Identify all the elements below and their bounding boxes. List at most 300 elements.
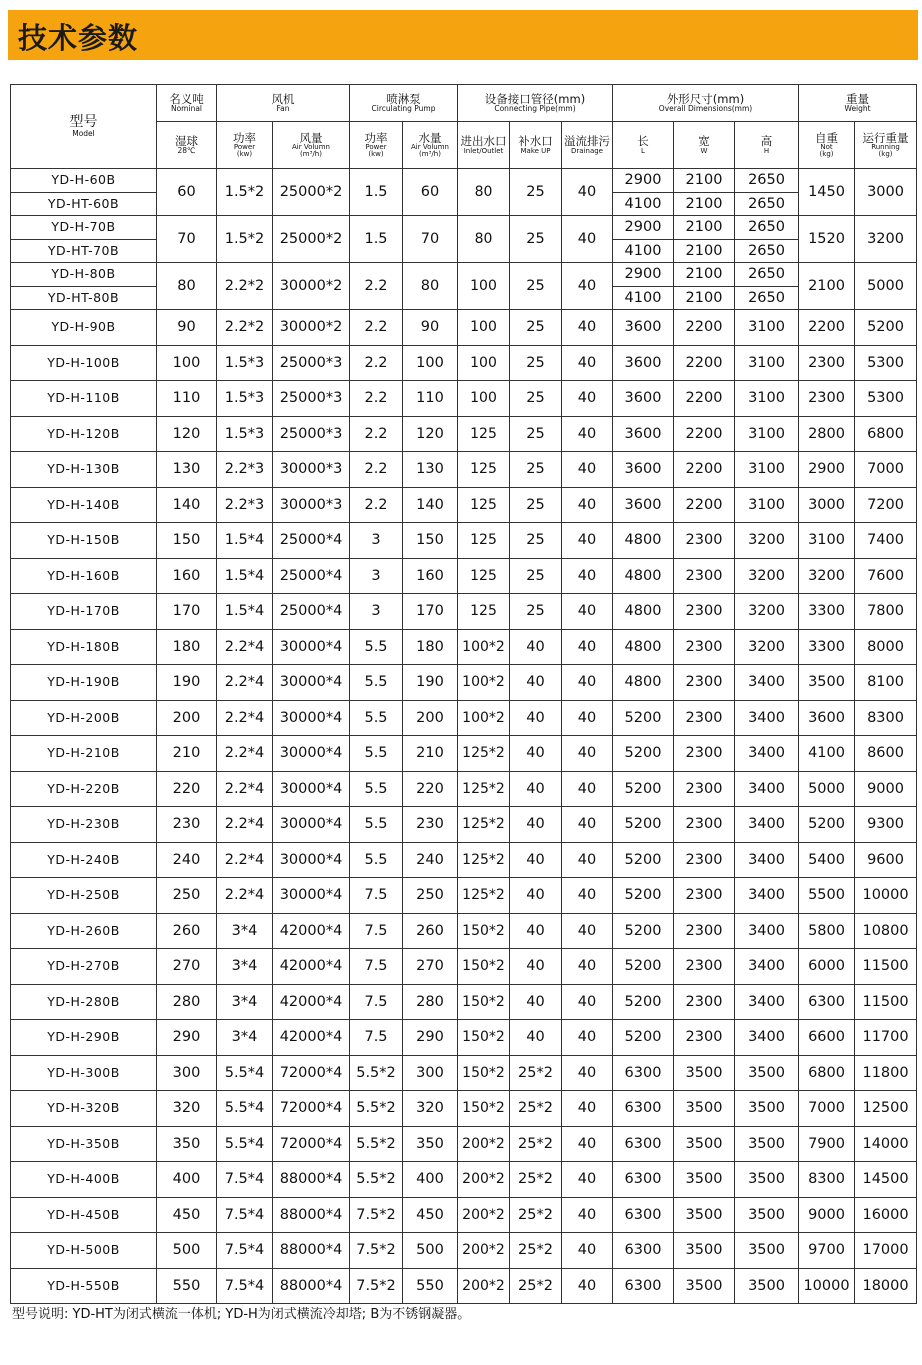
cell-model: YD-HT-70B — [11, 239, 157, 263]
cell-makeup: 25*2 — [510, 1268, 562, 1304]
cell-fan-power: 2.2*3 — [217, 452, 273, 488]
cell-running-weight: 3000 — [855, 169, 917, 216]
cell-pump-water: 400 — [403, 1162, 458, 1198]
cell-drain: 40 — [562, 310, 613, 346]
cell-inlet: 100 — [458, 345, 510, 381]
cell-makeup: 40 — [510, 807, 562, 843]
cell-length: 6300 — [613, 1055, 674, 1091]
cell-length: 5200 — [613, 984, 674, 1020]
cell-drain: 40 — [562, 913, 613, 949]
cell-fan-power: 2.2*2 — [217, 310, 273, 346]
cell-model: YD-H-210B — [11, 736, 157, 772]
cell-fan-power: 3*4 — [217, 1020, 273, 1056]
cell-makeup: 40 — [510, 736, 562, 772]
cell-width: 2200 — [674, 381, 735, 417]
table-row — [11, 523, 917, 559]
cell-inlet: 125 — [458, 523, 510, 559]
cell-inlet: 125 — [458, 416, 510, 452]
cell-fan-air: 30000*4 — [273, 771, 350, 807]
table-row — [11, 913, 917, 949]
cell-net-weight: 7000 — [799, 1091, 855, 1127]
cell-width: 2200 — [674, 487, 735, 523]
cell-fan-power: 1.5*3 — [217, 345, 273, 381]
cell-pump-power: 2.2 — [350, 452, 403, 488]
cell-nominal: 290 — [157, 1020, 217, 1056]
cell-model: YD-H-230B — [11, 807, 157, 843]
table-row — [11, 1197, 917, 1233]
cell-pump-power: 7.5*2 — [350, 1268, 403, 1304]
cell-net-weight: 7900 — [799, 1126, 855, 1162]
cell-length: 4800 — [613, 665, 674, 701]
cell-model: YD-H-140B — [11, 487, 157, 523]
table-row — [11, 1268, 917, 1304]
cell-height: 3400 — [735, 949, 799, 985]
cell-height: 3400 — [735, 700, 799, 736]
cell-height: 3500 — [735, 1197, 799, 1233]
cell-model: YD-H-80B — [11, 263, 157, 287]
spec-table — [10, 84, 917, 1304]
table-row — [11, 1091, 917, 1127]
cell-height: 3200 — [735, 594, 799, 630]
cell-drain: 40 — [562, 1091, 613, 1127]
cell-pump-power: 5.5 — [350, 629, 403, 665]
cell-pump-power: 7.5*2 — [350, 1233, 403, 1269]
cell-fan-power: 2.2*3 — [217, 487, 273, 523]
cell-running-weight: 8100 — [855, 665, 917, 701]
cell-nominal: 230 — [157, 807, 217, 843]
cell-nominal: 280 — [157, 984, 217, 1020]
cell-model: YD-H-110B — [11, 381, 157, 417]
cell-height: 3400 — [735, 984, 799, 1020]
cell-width: 3500 — [674, 1233, 735, 1269]
cell-makeup: 40 — [510, 1020, 562, 1056]
cell-width: 2300 — [674, 665, 735, 701]
cell-inlet: 125*2 — [458, 807, 510, 843]
cell-fan-air: 25000*2 — [273, 216, 350, 263]
cell-height: 3200 — [735, 629, 799, 665]
cell-nominal: 60 — [157, 169, 217, 216]
cell-pump-water: 70 — [403, 216, 458, 263]
cell-nominal: 70 — [157, 216, 217, 263]
cell-fan-air: 30000*4 — [273, 807, 350, 843]
cell-width: 2100 — [674, 263, 735, 287]
cell-net-weight: 3300 — [799, 629, 855, 665]
cell-width: 2300 — [674, 1020, 735, 1056]
cell-pump-water: 150 — [403, 523, 458, 559]
cell-fan-air: 30000*3 — [273, 452, 350, 488]
cell-net-weight: 2900 — [799, 452, 855, 488]
sub-height: 高 H — [735, 122, 799, 169]
cell-pump-water: 270 — [403, 949, 458, 985]
cell-running-weight: 7400 — [855, 523, 917, 559]
col-pump: 喷淋泵 Circulating Pump — [350, 85, 458, 122]
table-row — [11, 1233, 917, 1269]
cell-drain: 40 — [562, 984, 613, 1020]
cell-makeup: 25 — [510, 216, 562, 263]
cell-width: 3500 — [674, 1162, 735, 1198]
table-row — [11, 736, 917, 772]
cell-model: YD-H-500B — [11, 1233, 157, 1269]
table-row — [11, 949, 917, 985]
cell-running-weight: 14500 — [855, 1162, 917, 1198]
cell-width: 3500 — [674, 1126, 735, 1162]
cell-inlet: 125 — [458, 487, 510, 523]
cell-running-weight: 11700 — [855, 1020, 917, 1056]
cell-nominal: 320 — [157, 1091, 217, 1127]
cell-model: YD-H-170B — [11, 594, 157, 630]
cell-pump-water: 250 — [403, 878, 458, 914]
cell-makeup: 40 — [510, 700, 562, 736]
cell-pump-power: 7.5 — [350, 984, 403, 1020]
cell-running-weight: 9000 — [855, 771, 917, 807]
cell-length: 5200 — [613, 700, 674, 736]
cell-fan-air: 30000*2 — [273, 263, 350, 310]
cell-width: 2100 — [674, 169, 735, 193]
cell-makeup: 40 — [510, 913, 562, 949]
cell-nominal: 110 — [157, 381, 217, 417]
table-row — [11, 594, 917, 630]
cell-fan-power: 1.5*3 — [217, 381, 273, 417]
cell-width: 2300 — [674, 949, 735, 985]
cell-length: 6300 — [613, 1197, 674, 1233]
cell-drain: 40 — [562, 523, 613, 559]
cell-running-weight: 7200 — [855, 487, 917, 523]
cell-running-weight: 12500 — [855, 1091, 917, 1127]
cell-inlet: 150*2 — [458, 984, 510, 1020]
cell-inlet: 100 — [458, 381, 510, 417]
cell-height: 3500 — [735, 1126, 799, 1162]
table-row — [11, 629, 917, 665]
cell-nominal: 180 — [157, 629, 217, 665]
cell-inlet: 150*2 — [458, 949, 510, 985]
cell-model: YD-H-550B — [11, 1268, 157, 1304]
cell-fan-power: 7.5*4 — [217, 1197, 273, 1233]
cell-net-weight: 5000 — [799, 771, 855, 807]
sub-drain: 溢流排污 Drainage — [562, 122, 613, 169]
table-row — [11, 452, 917, 488]
cell-drain: 40 — [562, 169, 613, 216]
cell-net-weight: 5800 — [799, 913, 855, 949]
cell-pump-power: 5.5 — [350, 771, 403, 807]
cell-fan-air: 42000*4 — [273, 913, 350, 949]
cell-width: 2300 — [674, 984, 735, 1020]
cell-net-weight: 6000 — [799, 949, 855, 985]
model-footnote: 型号说明: YD-HT为闭式横流一体机; YD-H为闭式横流冷却塔; B为不锈钢凝器。 — [12, 1307, 471, 1322]
cell-pump-water: 450 — [403, 1197, 458, 1233]
cell-height: 3100 — [735, 310, 799, 346]
cell-inlet: 125 — [458, 452, 510, 488]
cell-running-weight: 5300 — [855, 345, 917, 381]
cell-model: YD-H-400B — [11, 1162, 157, 1198]
cell-fan-air: 88000*4 — [273, 1233, 350, 1269]
cell-running-weight: 7000 — [855, 452, 917, 488]
cell-drain: 40 — [562, 1126, 613, 1162]
table-row — [11, 665, 917, 701]
cell-makeup: 25 — [510, 523, 562, 559]
cell-pump-power: 5.5 — [350, 807, 403, 843]
cell-fan-power: 1.5*3 — [217, 416, 273, 452]
cell-drain: 40 — [562, 487, 613, 523]
cell-nominal: 120 — [157, 416, 217, 452]
cell-inlet: 200*2 — [458, 1233, 510, 1269]
cell-net-weight: 2100 — [799, 263, 855, 310]
cell-model: YD-H-320B — [11, 1091, 157, 1127]
cell-makeup: 25*2 — [510, 1162, 562, 1198]
sub-running-weight: 运行重量 Running (kg) — [855, 122, 917, 169]
cell-fan-air: 25000*4 — [273, 594, 350, 630]
cell-drain: 40 — [562, 1197, 613, 1233]
cell-running-weight: 8600 — [855, 736, 917, 772]
cell-model: YD-H-220B — [11, 771, 157, 807]
cell-fan-power: 5.5*4 — [217, 1126, 273, 1162]
cell-net-weight: 2800 — [799, 416, 855, 452]
cell-running-weight: 9600 — [855, 842, 917, 878]
cell-fan-power: 2.2*4 — [217, 665, 273, 701]
cell-makeup: 25 — [510, 169, 562, 216]
cell-model: YD-H-200B — [11, 700, 157, 736]
cell-width: 2300 — [674, 736, 735, 772]
cell-net-weight: 3000 — [799, 487, 855, 523]
cell-nominal: 550 — [157, 1268, 217, 1304]
cell-height: 3100 — [735, 416, 799, 452]
cell-length: 4800 — [613, 558, 674, 594]
cell-drain: 40 — [562, 807, 613, 843]
cell-drain: 40 — [562, 736, 613, 772]
cell-net-weight: 2300 — [799, 381, 855, 417]
cell-nominal: 150 — [157, 523, 217, 559]
cell-drain: 40 — [562, 949, 613, 985]
cell-length: 3600 — [613, 381, 674, 417]
cell-model: YD-H-290B — [11, 1020, 157, 1056]
cell-length: 5200 — [613, 913, 674, 949]
table-body — [11, 169, 917, 1304]
cell-model: YD-H-180B — [11, 629, 157, 665]
cell-height: 2650 — [735, 216, 799, 240]
cell-pump-power: 7.5 — [350, 878, 403, 914]
cell-length: 6300 — [613, 1162, 674, 1198]
sub-width: 宽 W — [674, 122, 735, 169]
cell-nominal: 300 — [157, 1055, 217, 1091]
cell-height: 3400 — [735, 842, 799, 878]
table-row — [11, 416, 917, 452]
cell-height: 3400 — [735, 878, 799, 914]
cell-inlet: 100*2 — [458, 629, 510, 665]
cell-width: 2300 — [674, 878, 735, 914]
cell-length: 3600 — [613, 345, 674, 381]
cell-fan-air: 72000*4 — [273, 1126, 350, 1162]
cell-fan-power: 7.5*4 — [217, 1162, 273, 1198]
col-fan: 风机 Fan — [217, 85, 350, 122]
cell-running-weight: 9300 — [855, 807, 917, 843]
cell-drain: 40 — [562, 700, 613, 736]
cell-makeup: 25 — [510, 487, 562, 523]
cell-fan-air: 25000*3 — [273, 416, 350, 452]
table-row — [11, 169, 917, 193]
cell-model: YD-H-150B — [11, 523, 157, 559]
cell-pump-water: 240 — [403, 842, 458, 878]
cell-length: 5200 — [613, 807, 674, 843]
cell-width: 2200 — [674, 416, 735, 452]
cell-drain: 40 — [562, 558, 613, 594]
cell-width: 2300 — [674, 594, 735, 630]
cell-model: YD-H-450B — [11, 1197, 157, 1233]
cell-fan-air: 25000*4 — [273, 523, 350, 559]
cell-pump-water: 300 — [403, 1055, 458, 1091]
cell-inlet: 200*2 — [458, 1268, 510, 1304]
cell-fan-air: 25000*2 — [273, 169, 350, 216]
cell-inlet: 100 — [458, 310, 510, 346]
cell-pump-power: 7.5 — [350, 1020, 403, 1056]
cell-running-weight: 14000 — [855, 1126, 917, 1162]
cell-net-weight: 3300 — [799, 594, 855, 630]
cell-pump-water: 500 — [403, 1233, 458, 1269]
cell-running-weight: 11800 — [855, 1055, 917, 1091]
cell-running-weight: 5000 — [855, 263, 917, 310]
cell-pump-power: 2.2 — [350, 263, 403, 310]
cell-length: 4800 — [613, 594, 674, 630]
cell-height: 3400 — [735, 807, 799, 843]
sub-makeup: 补水口 Make UP — [510, 122, 562, 169]
cell-length: 4100 — [613, 286, 674, 310]
cell-height: 3200 — [735, 558, 799, 594]
cell-length: 3600 — [613, 452, 674, 488]
cell-fan-power: 7.5*4 — [217, 1268, 273, 1304]
cell-makeup: 25 — [510, 263, 562, 310]
table-row — [11, 1020, 917, 1056]
cell-height: 3200 — [735, 523, 799, 559]
cell-pump-water: 200 — [403, 700, 458, 736]
cell-fan-power: 5.5*4 — [217, 1055, 273, 1091]
cell-makeup: 40 — [510, 771, 562, 807]
cell-drain: 40 — [562, 263, 613, 310]
cell-inlet: 100 — [458, 263, 510, 310]
header-banner — [8, 10, 918, 60]
cell-pump-water: 290 — [403, 1020, 458, 1056]
cell-running-weight: 6800 — [855, 416, 917, 452]
cell-drain: 40 — [562, 1162, 613, 1198]
cell-makeup: 25 — [510, 310, 562, 346]
cell-height: 3100 — [735, 452, 799, 488]
cell-pump-power: 3 — [350, 523, 403, 559]
cell-height: 3100 — [735, 345, 799, 381]
cell-height: 3100 — [735, 381, 799, 417]
cell-pump-power: 1.5 — [350, 169, 403, 216]
cell-model: YD-H-260B — [11, 913, 157, 949]
cell-drain: 40 — [562, 629, 613, 665]
cell-model: YD-H-240B — [11, 842, 157, 878]
cell-fan-air: 42000*4 — [273, 1020, 350, 1056]
cell-nominal: 450 — [157, 1197, 217, 1233]
cell-pump-water: 60 — [403, 169, 458, 216]
cell-length: 5200 — [613, 771, 674, 807]
cell-nominal: 80 — [157, 263, 217, 310]
cell-fan-air: 30000*4 — [273, 736, 350, 772]
cell-fan-air: 72000*4 — [273, 1055, 350, 1091]
cell-fan-air: 88000*4 — [273, 1197, 350, 1233]
cell-fan-power: 5.5*4 — [217, 1091, 273, 1127]
cell-drain: 40 — [562, 452, 613, 488]
cell-fan-air: 30000*4 — [273, 700, 350, 736]
cell-fan-air: 72000*4 — [273, 1091, 350, 1127]
cell-model: YD-HT-80B — [11, 286, 157, 310]
cell-fan-power: 1.5*4 — [217, 523, 273, 559]
cell-fan-air: 88000*4 — [273, 1268, 350, 1304]
cell-pump-power: 5.5*2 — [350, 1162, 403, 1198]
cell-makeup: 25 — [510, 381, 562, 417]
cell-net-weight: 9700 — [799, 1233, 855, 1269]
cell-fan-power: 3*4 — [217, 913, 273, 949]
cell-length: 6300 — [613, 1091, 674, 1127]
table-row — [11, 1055, 917, 1091]
cell-length: 2900 — [613, 216, 674, 240]
table-row — [11, 558, 917, 594]
cell-fan-air: 25000*4 — [273, 558, 350, 594]
cell-fan-power: 2.2*4 — [217, 736, 273, 772]
cell-width: 2100 — [674, 216, 735, 240]
table-row — [11, 345, 917, 381]
cell-pump-power: 2.2 — [350, 345, 403, 381]
cell-net-weight: 8300 — [799, 1162, 855, 1198]
table-row — [11, 1126, 917, 1162]
col-model: 型号 Model — [11, 85, 157, 169]
cell-pump-water: 350 — [403, 1126, 458, 1162]
cell-model: YD-H-270B — [11, 949, 157, 985]
cell-running-weight: 10000 — [855, 878, 917, 914]
cell-length: 4100 — [613, 239, 674, 263]
table-row — [11, 216, 917, 240]
cell-pump-water: 210 — [403, 736, 458, 772]
cell-makeup: 25*2 — [510, 1126, 562, 1162]
table-row — [11, 700, 917, 736]
cell-model: YD-HT-60B — [11, 192, 157, 216]
header-row-groups — [11, 85, 917, 122]
page-title: 技术参数 — [18, 21, 139, 55]
cell-running-weight: 17000 — [855, 1233, 917, 1269]
cell-height: 3400 — [735, 771, 799, 807]
cell-pump-power: 5.5 — [350, 700, 403, 736]
cell-length: 3600 — [613, 487, 674, 523]
cell-model: YD-H-100B — [11, 345, 157, 381]
cell-nominal: 200 — [157, 700, 217, 736]
cell-model: YD-H-300B — [11, 1055, 157, 1091]
cell-length: 2900 — [613, 263, 674, 287]
sub-pump-power: 功率 Power (kw) — [350, 122, 403, 169]
cell-drain: 40 — [562, 842, 613, 878]
cell-inlet: 100*2 — [458, 700, 510, 736]
cell-pump-power: 5.5*2 — [350, 1055, 403, 1091]
cell-nominal: 250 — [157, 878, 217, 914]
cell-inlet: 150*2 — [458, 1020, 510, 1056]
cell-nominal: 220 — [157, 771, 217, 807]
table-row — [11, 807, 917, 843]
cell-net-weight: 2300 — [799, 345, 855, 381]
sub-inlet: 进出水口 Inlet/Outlet — [458, 122, 510, 169]
col-weight: 重量 Weight — [799, 85, 917, 122]
table-row — [11, 878, 917, 914]
cell-width: 2100 — [674, 239, 735, 263]
cell-running-weight: 5300 — [855, 381, 917, 417]
cell-fan-air: 25000*3 — [273, 345, 350, 381]
cell-pump-power: 3 — [350, 594, 403, 630]
cell-fan-air: 30000*2 — [273, 310, 350, 346]
cell-pump-power: 5.5 — [350, 736, 403, 772]
cell-makeup: 40 — [510, 949, 562, 985]
cell-nominal: 400 — [157, 1162, 217, 1198]
col-dims: 外形尺寸(mm) Overall Dimensions(mm) — [613, 85, 799, 122]
table-row — [11, 1162, 917, 1198]
cell-pump-water: 140 — [403, 487, 458, 523]
cell-pump-power: 2.2 — [350, 310, 403, 346]
